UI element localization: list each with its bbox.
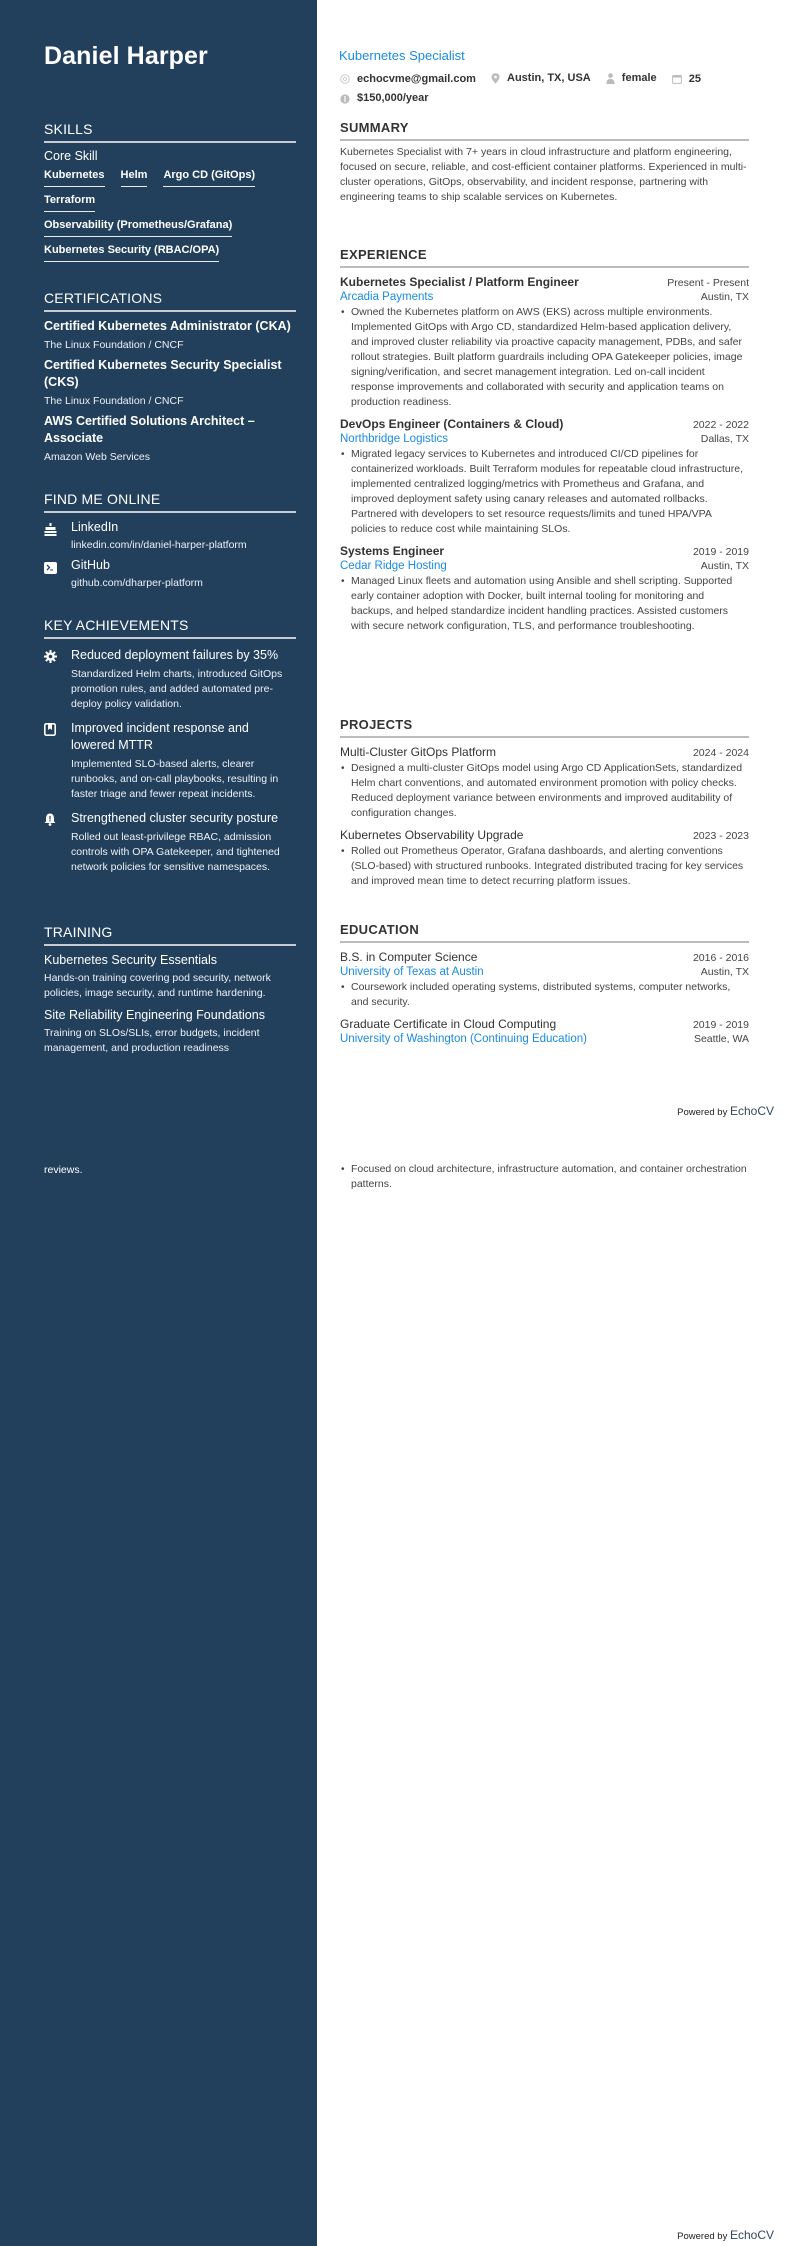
online-heading: FIND ME ONLINE [44, 491, 296, 513]
certification-item [44, 357, 296, 407]
certifications-heading: CERTIFICATIONS [44, 290, 296, 312]
bullet-point: • Rolled out Prometheus Operator, Grafana dashboards, and alerting conventions (SLO-based) with structured runbooks. Integrated distributed tracing for key services and improved mean time to detect recurring platform issues. [340, 844, 749, 889]
projects-heading: PROJECTS [340, 717, 749, 738]
certifications-section [44, 290, 296, 463]
skill-chip: Observability (Prometheus/Grafana) [44, 215, 232, 237]
cake-icon [44, 520, 71, 551]
bullet-point: • Owned the Kubernetes platform on AWS (EKS) across multiple environments. Implemented GitOps with Argo CD, standardized Helm-based application delivery, and improved cluster reliability via proactive capacity management, PDBs, and safer rollout strategies. Built platform guardrails including OPA Gatekeeper policies, image signing/verification, and secret management integration. Led on-call incident response improvements and collaborated with security and application teams on production readiness. [340, 305, 749, 410]
bullet-point: • Coursework included operating systems, distributed systems, computer networks, and security. [340, 980, 749, 1010]
degree: Graduate Certificate in Cloud Computing [340, 1017, 557, 1031]
person-icon [606, 73, 615, 84]
contact-gender [606, 70, 657, 87]
overflow-bullet-list [340, 1162, 760, 1192]
skills-group-label: Core Skill [44, 149, 98, 163]
date-range: Present - Present [667, 277, 749, 289]
online-item-github[interactable] [44, 558, 296, 589]
achievement-description: Implemented SLO-based alerts, clearer runbooks, and on-call playbooks, resulting in faster triage and fewer repeat incidents. [71, 758, 279, 800]
training-section [44, 924, 296, 1056]
achievements-section [44, 617, 296, 875]
candidate-name: Daniel Harper [44, 42, 208, 70]
project-item [340, 828, 749, 889]
bullet-point: • Managed Linux fleets and automation using Ansible and shell scripting. Supported early container adoption with Docker, built internal tooling for monitoring and backups, and helped standardize incident handling practices. Assisted customers with secure network configuration, TLS, and performance troubleshooting. [340, 574, 749, 634]
training-overflow-text: reviews. [44, 1164, 83, 1176]
online-url[interactable]: linkedin.com/in/daniel-harper-platform [71, 539, 247, 551]
training-title: Site Reliability Engineering Foundations [44, 1008, 265, 1022]
company-name: Arcadia Payments [340, 291, 434, 303]
contact-location [491, 70, 591, 87]
powered-by-footer [677, 2228, 774, 2242]
projects-section [340, 717, 749, 889]
summary-heading: SUMMARY [340, 120, 749, 141]
powered-by-brand[interactable]: EchoCV [729, 2228, 774, 2242]
certification-name: Certified Kubernetes Security Specialist (CKS) [44, 358, 282, 389]
skill-chip: Terraform [44, 190, 95, 212]
training-description: Hands-on training covering pod security, network policies, image security, and runtime hardening. [44, 972, 271, 999]
terminal-icon [44, 558, 71, 589]
project-title: Multi-Cluster GitOps Platform [340, 745, 497, 759]
powered-by-footer [677, 1104, 774, 1118]
training-heading: TRAINING [44, 924, 296, 946]
date-range: 2016 - 2016 [692, 952, 749, 964]
education-heading: EDUCATION [340, 922, 749, 943]
achievement-item [44, 810, 296, 875]
education-item [340, 1017, 749, 1045]
certification-item [44, 413, 296, 463]
location-text: Austin, TX, USA [507, 72, 591, 84]
school-name: University of Texas at Austin [340, 966, 484, 978]
summary-text: Kubernetes Specialist with 7+ years in cloud infrastructure and platform engineering, focused on secure, reliable, and cost-efficient container platforms. Experienced in multi-cluster operations, GitOps, observability, and incident response, partnering with engineering teams to ship scalable services on Kubernetes. [340, 146, 747, 203]
degree: B.S. in Computer Science [340, 950, 478, 964]
at-icon [340, 74, 350, 84]
school-name: University of Washington (Continuing Education) [340, 1033, 587, 1045]
dollar-icon [340, 94, 350, 104]
skill-chip: Kubernetes [44, 165, 105, 187]
achievement-title: Improved incident response and lowered MTTR [71, 721, 249, 752]
gear-icon [44, 647, 71, 712]
skill-list [44, 165, 296, 265]
project-item [340, 745, 749, 821]
bullet-point: • Focused on cloud architecture, infrastructure automation, and container orchestration patterns. [340, 1162, 760, 1192]
training-description: Training on SLOs/SLIs, error budgets, incident management, and production readiness [44, 1027, 260, 1054]
position-title: Systems Engineer [340, 544, 445, 558]
email-text: echocvme@gmail.com [357, 72, 476, 85]
skill-chip: Argo CD (GitOps) [163, 165, 255, 187]
gender-text: female [621, 72, 657, 84]
online-label: GitHub [71, 558, 110, 572]
powered-by-brand[interactable]: EchoCV [729, 1104, 774, 1118]
online-section [44, 491, 296, 589]
location: Austin, TX [700, 966, 749, 978]
location: Austin, TX [700, 291, 749, 303]
location: Dallas, TX [700, 433, 749, 445]
age-text: 25 [688, 72, 701, 85]
experience-section [340, 247, 749, 634]
position-title: DevOps Engineer (Containers & Cloud) [340, 417, 564, 431]
summary-section [340, 120, 749, 205]
sidebar [0, 0, 317, 2246]
training-item [44, 1008, 296, 1056]
date-range: 2023 - 2023 [692, 830, 749, 842]
powered-by-prefix: Powered by [677, 1107, 728, 1118]
certification-issuer: The Linux Foundation / CNCF [44, 395, 184, 407]
date-range: 2019 - 2019 [692, 546, 749, 558]
salary-text: $150,000/year [357, 92, 429, 104]
contact-age [672, 71, 701, 88]
book-icon [44, 720, 71, 802]
contact-info [340, 70, 760, 110]
date-range: 2019 - 2019 [692, 1019, 749, 1031]
experience-item [340, 417, 749, 537]
experience-heading: EXPERIENCE [340, 247, 749, 268]
project-title: Kubernetes Observability Upgrade [340, 828, 524, 842]
online-label: LinkedIn [71, 520, 119, 534]
bell-icon [44, 810, 71, 875]
achievements-heading: KEY ACHIEVEMENTS [44, 617, 296, 639]
date-range: 2024 - 2024 [692, 747, 749, 759]
skills-section [44, 121, 296, 265]
company-name: Cedar Ridge Hosting [340, 560, 447, 572]
company-name: Northbridge Logistics [340, 433, 449, 445]
position-title: Kubernetes Specialist / Platform Engineer [340, 275, 579, 289]
skills-heading: SKILLS [44, 121, 296, 143]
achievement-item [44, 647, 296, 712]
certification-issuer: Amazon Web Services [44, 451, 151, 463]
contact-salary [340, 90, 429, 107]
bullet-point: • Migrated legacy services to Kubernetes and introduced CI/CD pipelines for containerized workloads. Built Terraform modules for repeatable cloud infrastructure, implemented centralized logging/metrics with Prometheus and Grafana, and improved deployment safety using canary releases and automated rollbacks. Partnered with developers to set resource requests/limits and tuned HPA/VPA policies to reduce cost while maintaining SLOs. [340, 447, 749, 537]
education-item [340, 950, 749, 1010]
skill-chip: Helm [121, 165, 148, 187]
location: Seattle, WA [693, 1033, 749, 1045]
contact-email[interactable] [340, 71, 476, 88]
experience-item [340, 275, 749, 410]
training-title: Kubernetes Security Essentials [44, 953, 218, 967]
skill-chip: Kubernetes Security (RBAC/OPA) [44, 240, 219, 262]
online-item-linkedin[interactable] [44, 520, 296, 551]
map-pin-icon [491, 73, 500, 84]
achievement-description: Standardized Helm charts, introduced GitOps promotion rules, and added automated pre-deploy policy validation. [71, 668, 283, 710]
bullet-point: • Designed a multi-cluster GitOps model using Argo CD ApplicationSets, standardized Helm chart conventions, and automated environment promotion with policy checks. Reduced deployment variance between environments and improved auditability of configuration changes. [340, 761, 749, 821]
achievement-title: Reduced deployment failures by 35% [71, 648, 279, 662]
achievement-title: Strengthened cluster security posture [71, 811, 279, 825]
powered-by-prefix: Powered by [677, 2231, 728, 2242]
certification-name: AWS Certified Solutions Architect – Associate [44, 414, 255, 445]
certification-name: Certified Kubernetes Administrator (CKA) [44, 319, 291, 333]
main-content [317, 0, 794, 2246]
achievement-item [44, 720, 296, 802]
location: Austin, TX [700, 560, 749, 572]
achievement-description: Rolled out least-privilege RBAC, admission controls with OPA Gatekeeper, and tightened network policies for sensitive namespaces. [71, 831, 280, 873]
experience-item [340, 544, 749, 634]
online-url[interactable]: github.com/dharper-platform [71, 577, 203, 589]
training-item [44, 953, 296, 1001]
certification-item [44, 318, 296, 351]
certification-issuer: The Linux Foundation / CNCF [44, 339, 184, 351]
job-title: Kubernetes Specialist [339, 48, 465, 63]
education-section [340, 922, 749, 1045]
date-range: 2022 - 2022 [692, 419, 749, 431]
calendar-icon [672, 74, 682, 84]
